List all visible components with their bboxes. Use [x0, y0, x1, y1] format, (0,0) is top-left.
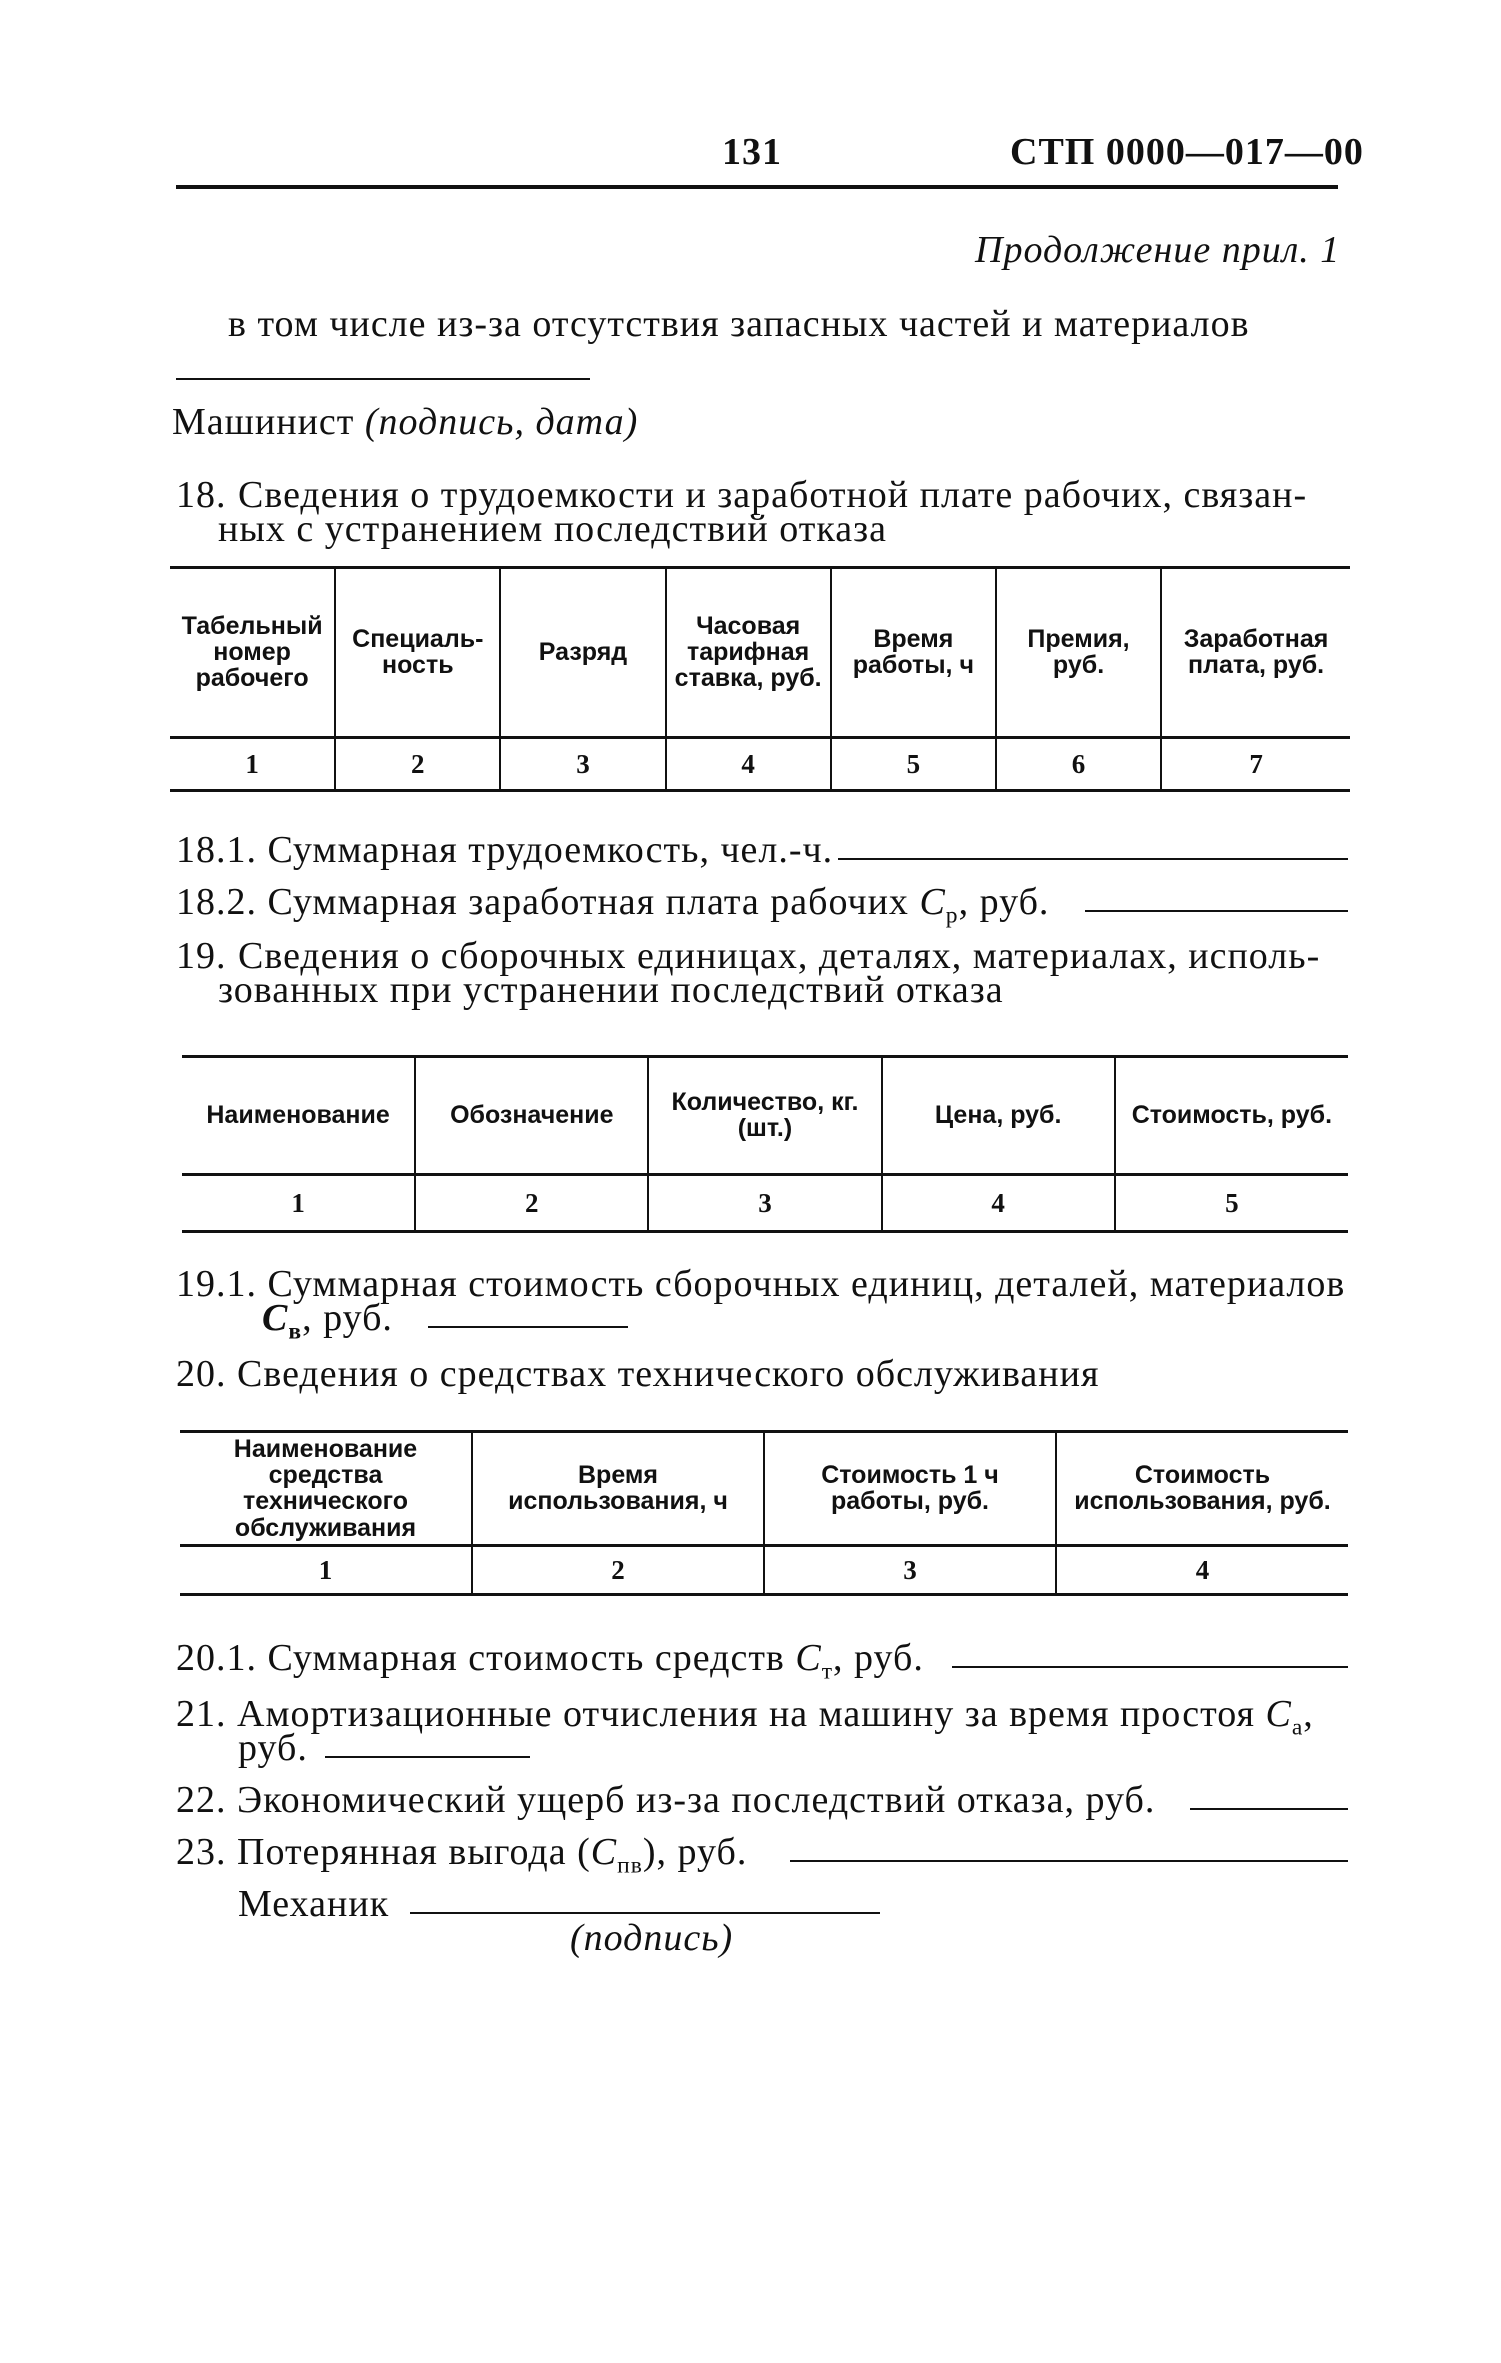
item-20-1: [176, 1636, 924, 1686]
machinist-hint: (подпись, дата): [364, 401, 639, 443]
table-20-number-cell: 1: [318, 1554, 333, 1585]
item-20-1-text: 20.1. Суммарная стоимость средств: [176, 1637, 785, 1679]
table-18-number-cell: 3: [500, 737, 665, 789]
item-19-1-line2: [262, 1296, 393, 1346]
table-20-header-cell: Время использования, ч: [472, 1433, 764, 1545]
table-19-number-cell: 4: [882, 1174, 1115, 1230]
table-20-number-cell: 4: [1056, 1545, 1348, 1593]
table-20-header-cell: Стоимость 1 ч работы, руб.: [764, 1433, 1056, 1545]
item-18-2-unit: , руб.: [958, 881, 1050, 923]
item-21: [176, 1692, 1314, 1742]
machinist-label: Машинист: [172, 401, 355, 443]
table-19-number-cell: 5: [1115, 1174, 1348, 1230]
item-23-text: 23. Потерянная выгода (: [176, 1831, 591, 1873]
table-19: [182, 1055, 1348, 1233]
item-20-1-unit: , руб.: [833, 1637, 924, 1679]
table-20-header-cell: Наименование средства технического обслуживания: [180, 1433, 472, 1545]
table-18-number-cell: 1: [245, 748, 259, 779]
table-18: [170, 566, 1350, 792]
item-20-1-sub: т: [821, 1658, 834, 1685]
item-18-2-symbol: C: [919, 881, 946, 923]
item-21-text: 21. Амортизационные отчисления на машину за время простоя: [176, 1693, 1255, 1735]
fill-line-22: [1190, 1808, 1348, 1810]
table-18-header-cell: Премия, руб.: [996, 569, 1161, 737]
table-18-header-cell: Часовая тарифная ставка, руб.: [666, 569, 831, 737]
table-18-number-cell: 6: [996, 737, 1161, 789]
item-21-unit: ,: [1303, 1693, 1314, 1735]
intro-line: в том числе из-за отсутствия запасных частей и материалов: [228, 303, 1250, 345]
header-rule: [176, 185, 1338, 189]
item-18-2-text: 18.2. Суммарная заработная плата рабочих: [176, 881, 909, 923]
table-20-number-cell: 2: [472, 1545, 764, 1593]
item-23: [176, 1830, 747, 1880]
table-20-number-cell: 3: [764, 1545, 1056, 1593]
machinist-signature: [172, 400, 638, 444]
table-18-number-cell: 2: [335, 737, 500, 789]
fill-line-20-1: [952, 1666, 1348, 1668]
table-18-number-cell: 7: [1161, 737, 1350, 789]
item-19-1-line1: 19.1. Суммарная стоимость сборочных единиц, деталей, материалов: [176, 1263, 1346, 1305]
table-18-header-cell: Специаль- ность: [335, 569, 500, 737]
item-19-line1: Сведения о сборочных единицах, деталях, материалах, исполь-: [238, 935, 1321, 977]
table-19-header-cell: Обозначение: [415, 1058, 648, 1174]
item-18-2: [176, 880, 1049, 930]
item-19-1-sub: в: [288, 1318, 303, 1345]
item-19-number: 19.: [176, 935, 227, 977]
item-21-symbol: C: [1265, 1693, 1292, 1735]
item-23-symbol: C: [590, 1831, 618, 1873]
item-18-line2: ных с устранением последствий отказа: [218, 508, 887, 550]
item-18-number: 18.: [176, 474, 227, 516]
item-21-line2: руб.: [238, 1727, 308, 1769]
table-18-header-cell: Заработная плата, руб.: [1161, 569, 1350, 737]
table-20: [180, 1430, 1348, 1596]
table-19-header-cell: Количество, кг. (шт.): [648, 1058, 881, 1174]
page-number: 131: [722, 131, 782, 173]
table-19-header-cell: Наименование: [182, 1058, 415, 1174]
fill-line-18-2: [1085, 910, 1348, 912]
item-18-2-sub: р: [945, 902, 959, 929]
table-18-header-cell: Разряд: [500, 569, 665, 737]
mechanic-hint: (подпись): [570, 1917, 734, 1959]
table-18-number-cell: 5: [831, 737, 996, 789]
item-19-1-symbol: C: [262, 1297, 289, 1339]
item-23-unit: ), руб.: [642, 1831, 748, 1873]
table-19-number-cell: 3: [648, 1174, 881, 1230]
fill-line-18-1: [838, 858, 1348, 860]
mechanic-label: Механик: [238, 1883, 390, 1925]
item-20: 20. Сведения о средствах технического обслуживания: [176, 1353, 1100, 1395]
item-19-1-unit: , руб.: [302, 1297, 393, 1339]
item-23-sub: пв: [617, 1852, 643, 1879]
fill-line-23: [790, 1860, 1348, 1862]
table-19-number-cell: 1: [291, 1187, 305, 1218]
table-19-number-cell: 2: [415, 1174, 648, 1230]
item-19-line2: зованных при устранении последствий отказа: [218, 969, 1004, 1011]
item-21-sub: а: [1291, 1714, 1304, 1741]
signature-line-mechanic: [410, 1912, 880, 1914]
item-18-1: 18.1. Суммарная трудоемкость, чел.-ч.: [176, 829, 834, 871]
document-code: СТП 0000—017—00: [1010, 131, 1364, 173]
table-20-header-cell: Стоимость использования, руб.: [1056, 1433, 1348, 1545]
table-19-header-cell: Цена, руб.: [882, 1058, 1115, 1174]
fill-line-21: [325, 1756, 530, 1758]
table-18-number-cell: 4: [666, 737, 831, 789]
table-18-header-cell: Табельный номер рабочего: [170, 569, 335, 737]
item-18-line1: Сведения о трудоемкости и заработной плате рабочих, связан-: [238, 474, 1308, 516]
table-18-header-cell: Время работы, ч: [831, 569, 996, 737]
item-22: 22. Экономический ущерб из-за последствий отказа, руб.: [176, 1779, 1156, 1821]
signature-line-machinist: [176, 378, 590, 380]
fill-line-19-1: [428, 1326, 628, 1328]
item-20-1-symbol: C: [795, 1637, 822, 1679]
table-19-header-cell: Стоимость, руб.: [1115, 1058, 1348, 1174]
continuation-note: Продолжение прил. 1: [975, 229, 1341, 271]
